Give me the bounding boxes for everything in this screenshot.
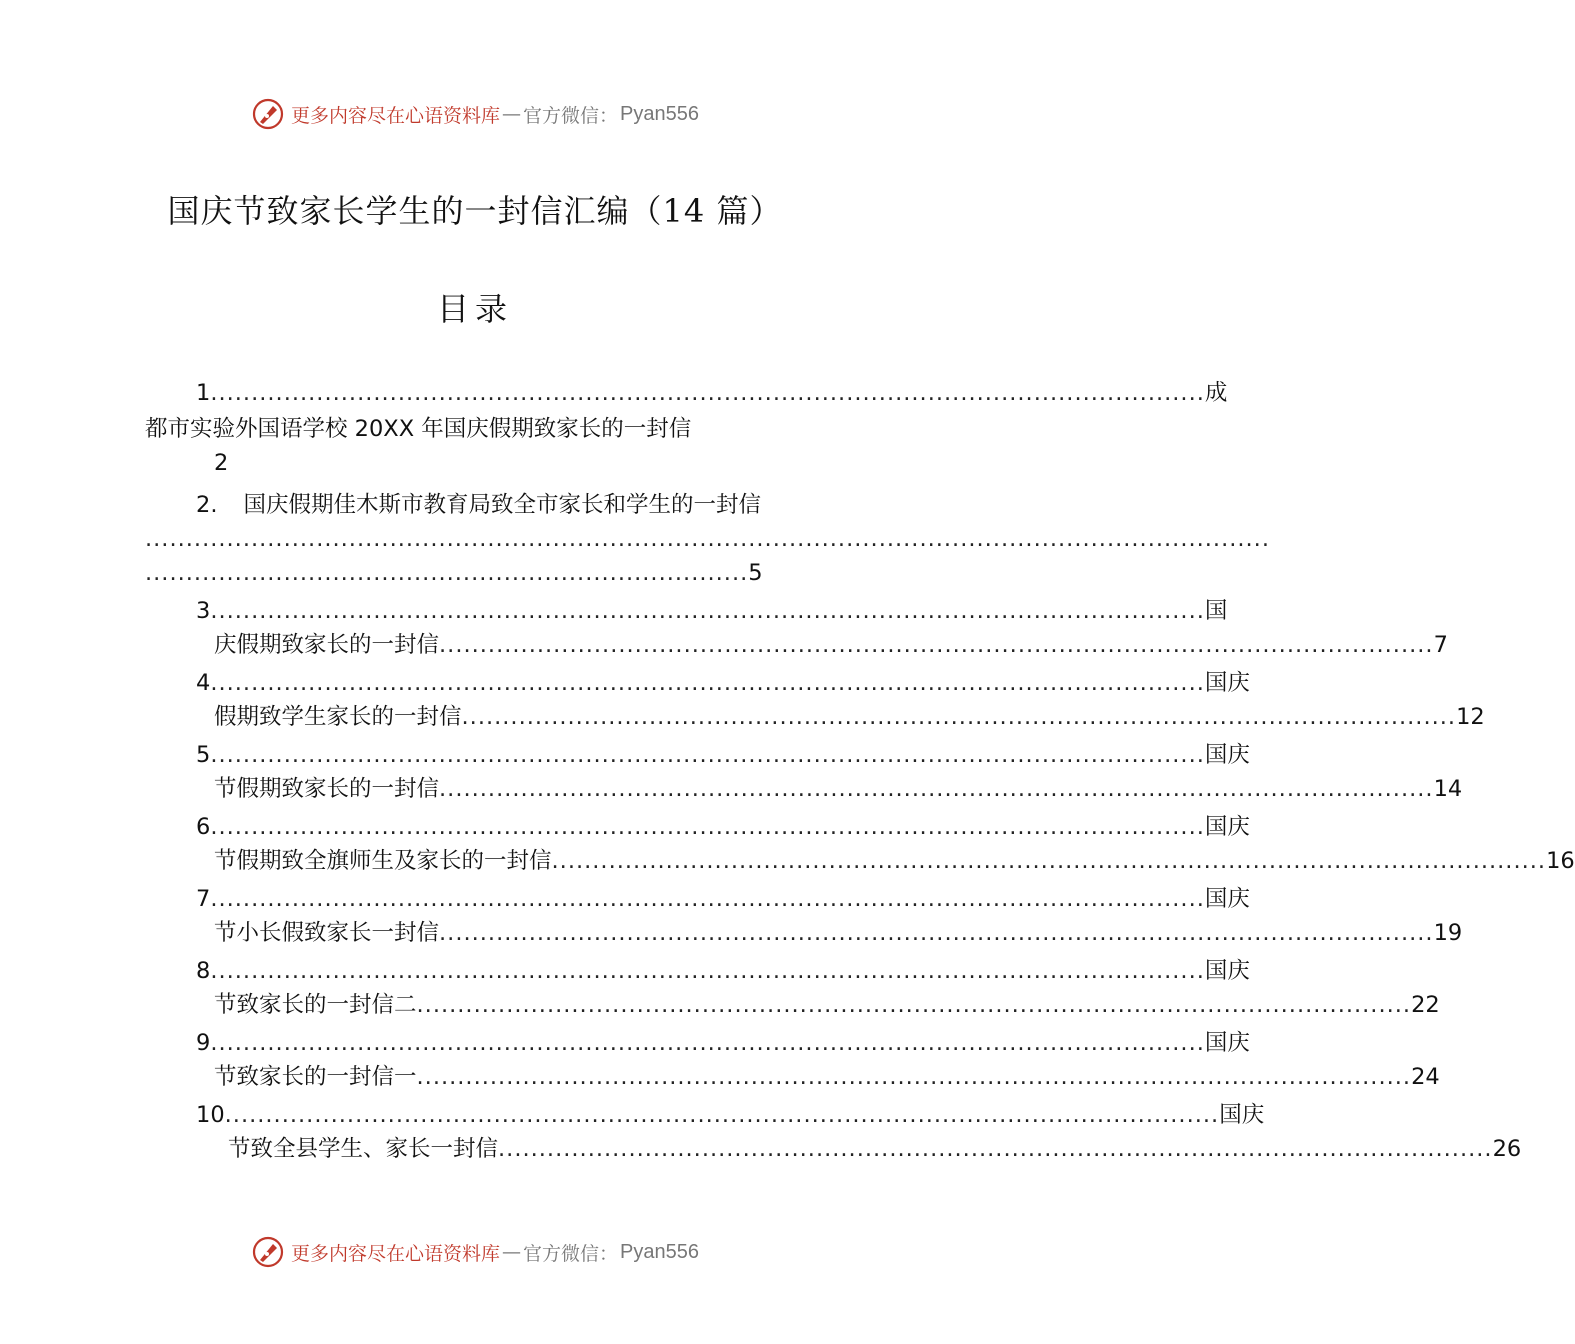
toc-entry[interactable] [0, 488, 1270, 590]
toc-entry-page: 26 [1492, 1136, 1522, 1162]
watermark-separator: — [502, 1241, 522, 1263]
toc-entry-title-start: 国庆 [1219, 1102, 1265, 1128]
toc-entry-title: 国庆假期佳木斯市教育局致全市家长和学生的一封信 [243, 492, 761, 518]
watermark-wechat-id: Pyan556 [620, 1240, 699, 1263]
toc-leader-dots: .......................................................................................................................... [210, 1030, 1205, 1056]
toc-entry-title: 节致家长的一封信一 [214, 1064, 417, 1090]
toc-entry-title: 节致家长的一封信二 [214, 992, 417, 1018]
toc-heading: 目录 [436, 290, 513, 328]
toc-entry-number: 2. [196, 492, 218, 518]
toc-entry-page: 5 [748, 560, 763, 586]
toc-entry-page: 2 [214, 450, 229, 476]
toc-entry-page: 24 [1411, 1064, 1440, 1090]
toc-entry-page: 16 [1546, 848, 1575, 874]
toc-entry-number: 4 [196, 670, 211, 696]
toc-entry[interactable] [0, 882, 1463, 950]
toc-leader-dots: .......................................................................................................................... [210, 814, 1205, 840]
toc-entry-number: 6 [196, 814, 211, 840]
pen-nib-logo-icon [251, 1235, 285, 1269]
toc-entry-number: 3 [196, 598, 211, 624]
toc-entry-number: 9 [196, 1030, 211, 1056]
toc-entry[interactable] [0, 738, 1463, 806]
toc-entry-number: 8 [196, 958, 211, 984]
toc-leader-dots: .......................................................................................................................... [210, 598, 1205, 624]
toc-entry[interactable] [0, 1026, 1440, 1094]
toc-entry-title-start: 国 [1204, 598, 1228, 624]
toc-leader-dots: .......................................................................................................................... [439, 920, 1434, 946]
toc-entry-number: 10 [196, 1102, 225, 1128]
toc-entry[interactable] [0, 666, 1485, 734]
toc-entry[interactable] [0, 1098, 1522, 1166]
toc-leader-dots: .......................................................................................................................... [416, 992, 1412, 1018]
watermark-text: 更多内容尽在心语资料库 [291, 1242, 501, 1265]
watermark-text: 更多内容尽在心语资料库 [291, 104, 501, 127]
toc-entry-page: 22 [1411, 992, 1440, 1018]
toc-entry-page: 14 [1433, 776, 1463, 802]
toc-entry-title: 节假期致全旗师生及家长的一封信 [214, 848, 552, 874]
toc-leader-dots: .......................................................................................................................... [439, 776, 1434, 802]
toc-leader-dots: .......................................................................................................................... [439, 632, 1434, 658]
toc-entry-title: 节小长假致家长一封信 [214, 920, 440, 946]
toc-leader-dots: .......................................................................... [145, 560, 749, 586]
watermark-wechat-id: Pyan556 [620, 102, 699, 125]
watermark-banner-bottom [0, 1232, 950, 1272]
toc-entry-page: 7 [1433, 632, 1448, 658]
toc-leader-dots: .......................................................................................................................................... [145, 526, 1270, 552]
toc-entry-number: 5 [196, 742, 211, 768]
toc-leader-dots: .......................................................................................................................... [210, 886, 1205, 912]
toc-leader-dots: .......................................................................................................................... [210, 380, 1205, 406]
toc-entry-title-start: 国庆 [1204, 958, 1250, 984]
toc-entry[interactable] [0, 594, 1448, 662]
toc-entry-page: 19 [1433, 920, 1463, 946]
toc-entry-title-start: 成 [1204, 380, 1228, 406]
toc-entry-page: 12 [1456, 704, 1485, 730]
toc-entry-title-start: 国庆 [1204, 1030, 1250, 1056]
toc-entry-title: 假期致学生家长的一封信 [214, 704, 462, 730]
toc-entry-title-start: 国庆 [1204, 742, 1250, 768]
toc-entry[interactable] [0, 810, 1575, 878]
watermark-wechat-label: 官方微信： [523, 1242, 619, 1265]
toc-entry-title-start: 国庆 [1204, 886, 1250, 912]
toc-leader-dots: .......................................................................................................................... [498, 1136, 1493, 1162]
toc-entry-title: 庆假期致家长的一封信 [214, 632, 440, 658]
toc-leader-dots: .......................................................................................................................... [416, 1064, 1412, 1090]
toc-leader-dots: .......................................................................................................................... [461, 704, 1457, 730]
document-title: 国庆节致家长学生的一封信汇编（14 篇） [167, 192, 783, 230]
toc-entry-title-start: 国庆 [1204, 670, 1250, 696]
watermark-wechat-label: 官方微信： [523, 104, 619, 127]
table-of-contents [0, 376, 1575, 1166]
toc-entry-title: 节假期致家长的一封信 [214, 776, 440, 802]
toc-entry-title: 节致全县学生、家长一封信 [228, 1136, 499, 1162]
toc-entry[interactable] [0, 376, 1228, 478]
toc-leader-dots: .......................................................................................................................... [224, 1102, 1220, 1128]
toc-leader-dots: .......................................................................................................................... [210, 670, 1205, 696]
toc-leader-dots: .......................................................................................................................... [210, 742, 1205, 768]
pen-nib-logo-icon [251, 97, 285, 131]
toc-entry-title: 都市实验外国语学校 20XX 年国庆假期致家长的一封信 [145, 416, 692, 442]
toc-entry-number: 7 [196, 886, 211, 912]
watermark-banner-top [0, 94, 950, 134]
watermark-separator: — [502, 103, 522, 125]
toc-entry[interactable] [0, 954, 1440, 1022]
toc-entry-number: 1 [196, 380, 211, 406]
toc-leader-dots: .......................................................................................................................... [551, 848, 1547, 874]
toc-leader-dots: .......................................................................................................................... [210, 958, 1205, 984]
toc-entry-title-start: 国庆 [1204, 814, 1250, 840]
